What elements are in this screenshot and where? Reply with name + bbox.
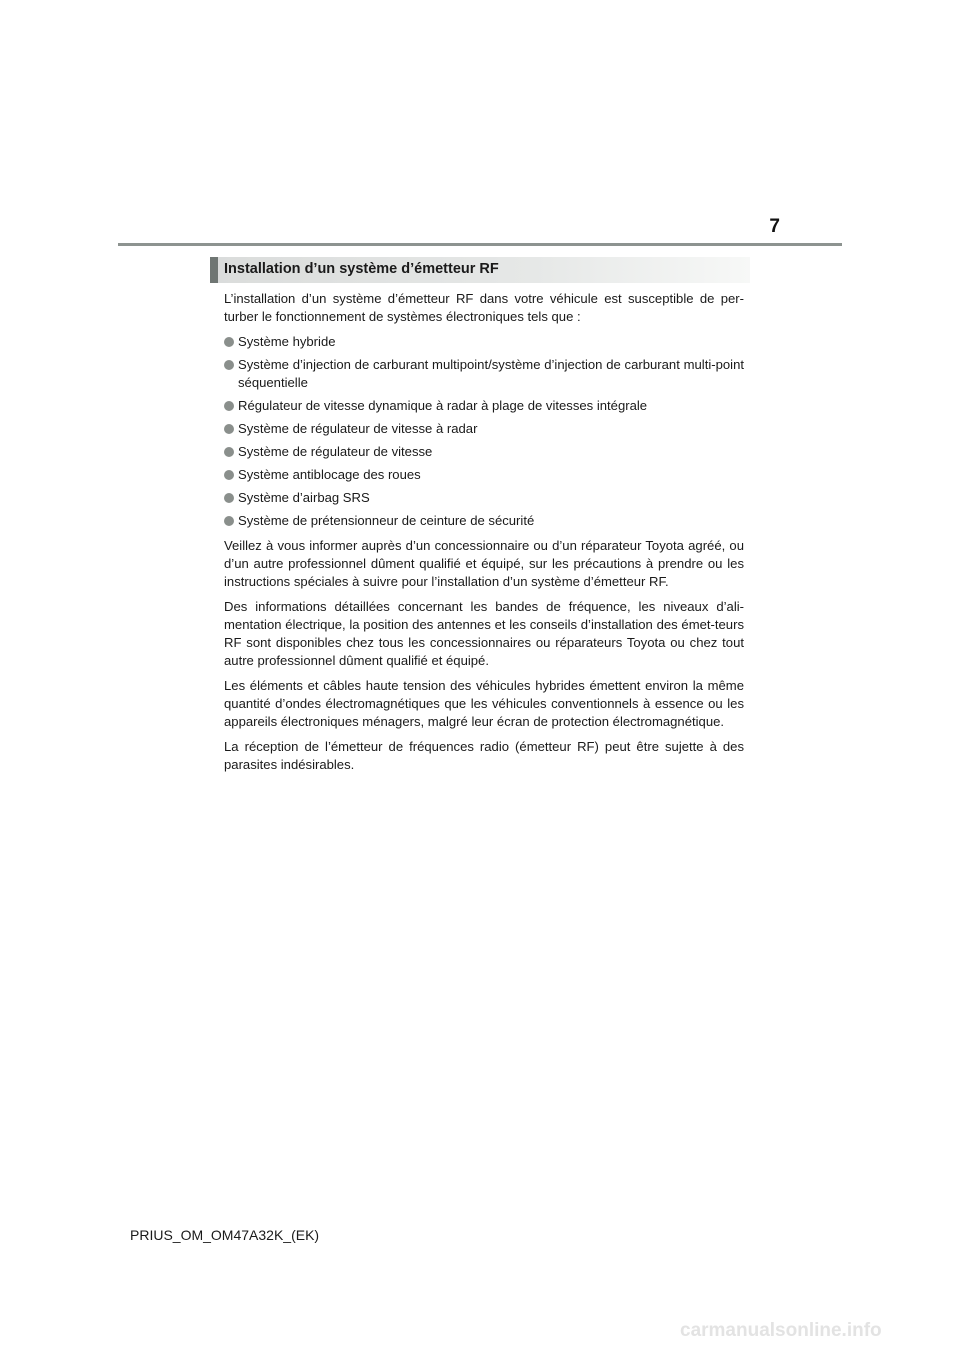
- system-list: [224, 333, 744, 530]
- list-item-text: Régulateur de vitesse dynamique à radar à plage de vitesses intégrale: [238, 398, 648, 413]
- section-title: Installation d’un système d’émetteur RF: [224, 261, 499, 277]
- intro-paragraph: L’installation d’un système d’émetteur RF dans votre véhicule est susceptible de per-turber le fonctionnement de systèmes électroniques tels que :: [224, 291, 744, 324]
- bullet-dot-icon: [224, 424, 234, 434]
- body-paragraph: La réception de l’émetteur de fréquences radio (émetteur RF) peut être sujette à des parasites indésirables.: [224, 739, 744, 772]
- body-paragraph: Veillez à vous informer auprès d’un concessionnaire ou d’un réparateur Toyota agréé, ou d’un autre professionnel dûment qualifié et équipé, sur les précautions à prendre ou les instructions spéciales à suivre pour l’installation d’un système d’émetteur RF.: [224, 538, 744, 589]
- bullet-dot-icon: [224, 360, 234, 370]
- section-header-accent-bar: [210, 257, 218, 283]
- section-header: [210, 257, 750, 283]
- watermark: carmanualsonline.info: [680, 1320, 882, 1341]
- list-item-text: Système hybride: [238, 334, 336, 349]
- list-item: [224, 466, 744, 484]
- list-item: [224, 512, 744, 530]
- main-content: [224, 290, 744, 781]
- document-footer-code: PRIUS_OM_OM47A32K_(EK): [130, 1227, 320, 1243]
- body-paragraph: Les éléments et câbles haute tension des véhicules hybrides émettent environ la même quantité d’ondes électromagnétiques que les véhicules conventionnels à essence ou les appareils électroniques ménagers, malgré leur écran de protection électromagnétique.: [224, 678, 744, 729]
- list-item-text: Système antiblocage des roues: [238, 467, 421, 482]
- bullet-dot-icon: [224, 401, 234, 411]
- body-paragraph: Des informations détaillées concernant les bandes de fréquence, les niveaux d’ali-mentation électrique, la position des antennes et les conseils d’installation des émet-teurs RF sont disponibles chez tous les concessionnaires ou réparateurs Toyota ou chez tout autre professionnel dûment qualifié et équipé.: [224, 599, 744, 668]
- list-item: [224, 489, 744, 507]
- list-item: [224, 420, 744, 438]
- bullet-dot-icon: [224, 337, 234, 347]
- list-item-text: Système d’airbag SRS: [238, 490, 370, 505]
- bullet-dot-icon: [224, 447, 234, 457]
- list-item: [224, 397, 744, 415]
- list-item: [224, 443, 744, 461]
- list-item-text: Système d’injection de carburant multipoint/système d’injection de carburant multi-point séquentielle: [238, 357, 744, 390]
- bullet-dot-icon: [224, 493, 234, 503]
- list-item-text: Système de régulateur de vitesse à radar: [238, 421, 478, 436]
- page-number: 7: [769, 216, 780, 237]
- list-item: [224, 333, 744, 351]
- list-item-text: Système de régulateur de vitesse: [238, 444, 433, 459]
- list-item-text: Système de prétensionneur de ceinture de sécurité: [238, 513, 535, 528]
- top-rule-divider: [118, 243, 842, 246]
- bullet-dot-icon: [224, 470, 234, 480]
- list-item: [224, 356, 744, 392]
- bullet-dot-icon: [224, 516, 234, 526]
